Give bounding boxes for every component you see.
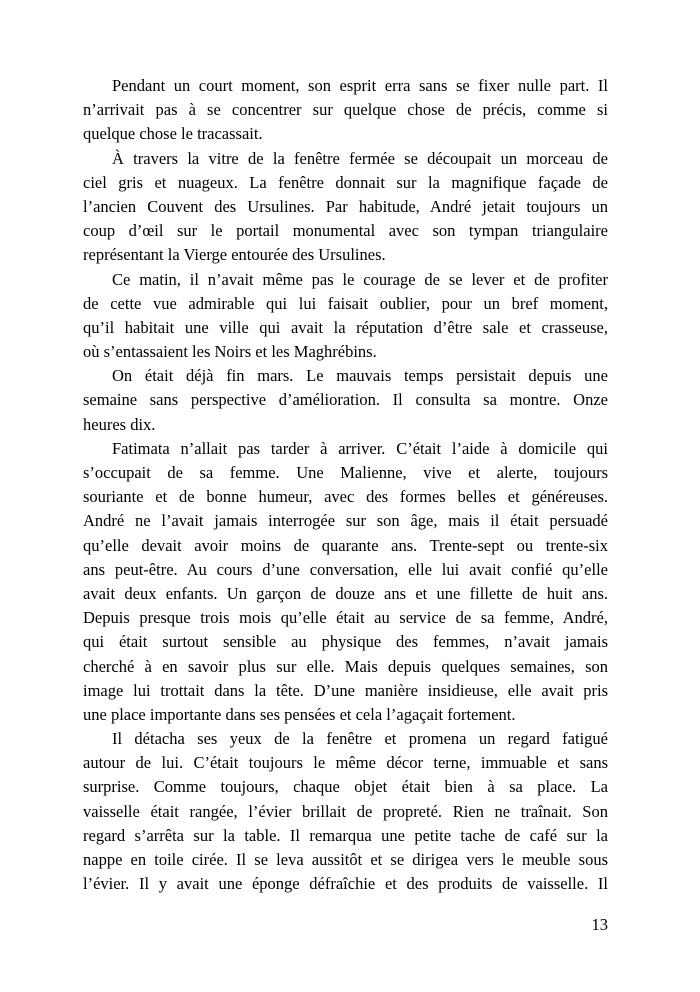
text-line: Depuis presque trois mois qu’elle était au service de sa femme, André, (83, 608, 608, 628)
text-line: nappe en toile cirée. Il se leva aussitôt et se dirigea vers le meuble sous (83, 850, 608, 869)
text-block (83, 74, 608, 896)
text-line: qu’elle devait avoir moins de quarante ans. Trente-sept ou trente-six (83, 535, 608, 555)
paragraph (83, 268, 608, 365)
text-line: ciel gris et nuageux. La fenêtre donnait sur la magnifique façade de (83, 172, 608, 192)
text-line: ans peut-être. Au cours d’une conversation, elle lui avait confié qu’elle (83, 559, 608, 579)
text-line: Ce matin, il n’avait même pas le courage de se lever et de profiter (112, 269, 608, 289)
text-line: image lui trottait dans la tête. D’une manière insidieuse, elle avait pris (83, 680, 608, 700)
text-line: surprise. Comme toujours, chaque objet était bien à sa place. La (83, 777, 608, 797)
text-line: À travers la vitre de la fenêtre fermée se découpait un morceau de (112, 148, 608, 168)
text-line: semaine sans perspective d’amélioration. Il consulta sa montre. Onze (83, 390, 608, 410)
text-line: heures dix. (83, 414, 156, 434)
text-line: où s’entassaient les Noirs et les Maghrébins. (83, 342, 377, 362)
text-line: Fatimata n’allait pas tarder à arriver. C’était l’aide à domicile qui (112, 438, 608, 458)
text-line: de cette vue admirable qui lui faisait oublier, pour un bref moment, (83, 293, 608, 313)
text-line: avait deux enfants. Un garçon de douze ans et une fillette de huit ans. (83, 583, 608, 603)
text-line: cherché à en savoir plus sur elle. Mais depuis quelques semaines, son (83, 656, 608, 676)
text-line: coup d’œil sur le portail monumental avec son tympan triangulaire (83, 221, 608, 241)
text-line: souriante et de bonne humeur, avec des formes belles et généreuses. (83, 487, 608, 507)
text-line: André ne l’avait jamais interrogée sur son âge, mais il était persuadé (83, 511, 608, 531)
text-line: n’arrivait pas à se concentrer sur quelque chose de précis, comme si (83, 100, 608, 120)
text-line: s’occupait de sa femme. Une Malienne, vive et alerte, toujours (83, 463, 608, 482)
paragraph (83, 437, 608, 727)
text-line: représentant la Vierge entourée des Ursulines. (83, 245, 386, 265)
page-number: 13 (591, 915, 608, 934)
paragraph (83, 74, 608, 147)
paragraph (83, 364, 608, 437)
paragraph (83, 727, 608, 896)
paragraph (83, 147, 608, 268)
text-line: qu’il habitait une ville qui avait la réputation d’être sale et crasseuse, (83, 317, 608, 337)
text-line: l’évier. Il y avait une éponge défraîchie et des produits de vaisselle. Il (83, 874, 608, 894)
text-line: regard s’arrêta sur la table. Il remarqua une petite tache de café sur la (83, 825, 608, 845)
text-line: Pendant un court moment, son esprit erra sans se fixer nulle part. Il (112, 76, 608, 95)
text-line: Il détacha ses yeux de la fenêtre et promena un regard fatigué (112, 729, 608, 749)
text-line: qui était surtout sensible au physique des femmes, n’avait jamais (83, 632, 608, 652)
text-line: quelque chose le tracassait. (83, 124, 263, 144)
text-line: une place importante dans ses pensées et cela l’agaçait fortement. (83, 704, 516, 724)
text-line: On était déjà fin mars. Le mauvais temps persistait depuis une (112, 366, 608, 386)
text-line: autour de lui. C’était toujours le même décor terne, immuable et sans (83, 753, 608, 773)
text-line: l’ancien Couvent des Ursulines. Par habitude, André jetait toujours un (83, 196, 608, 216)
text-line: vaisselle était rangée, l’évier brillait de propreté. Rien ne traînait. Son (83, 801, 608, 821)
